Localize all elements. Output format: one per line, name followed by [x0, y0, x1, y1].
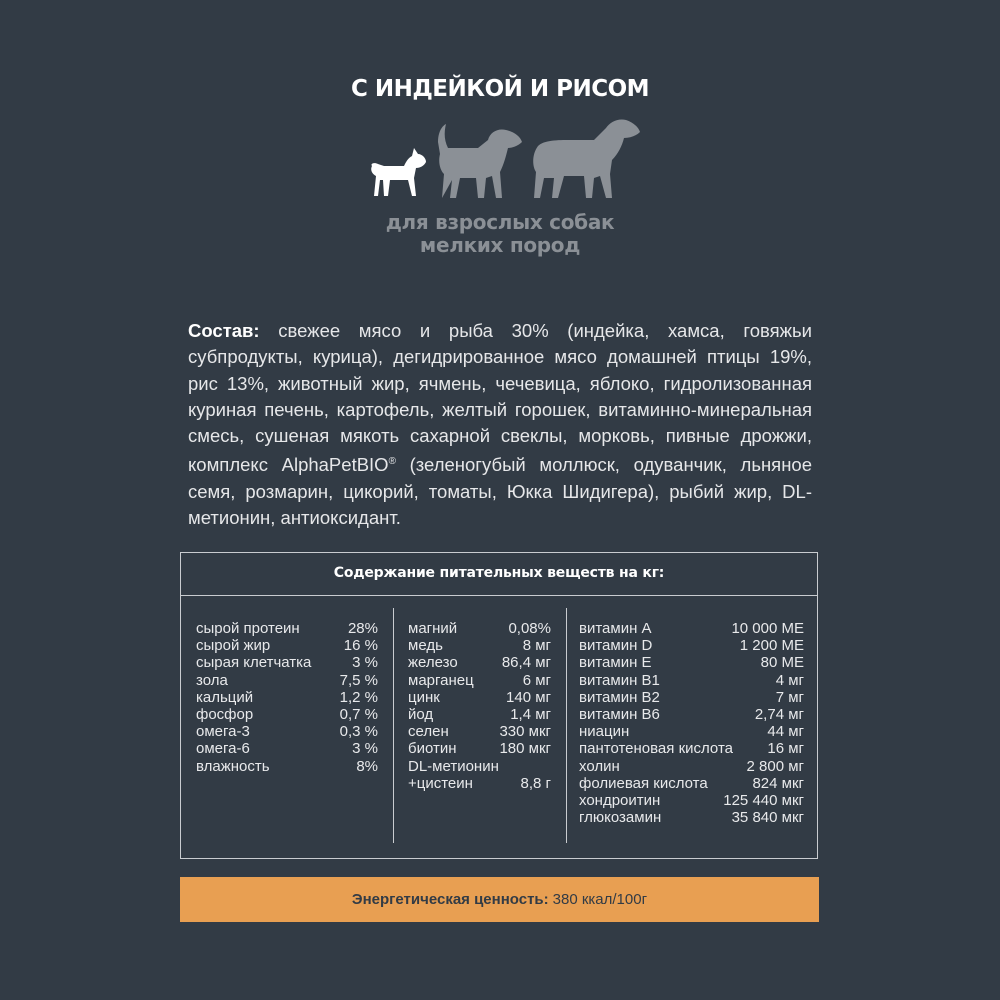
- target-audience: [0, 211, 1000, 257]
- nutrient-row: [579, 654, 804, 671]
- nutrient-name: витамин B1: [579, 671, 660, 689]
- nutrient-row: [579, 809, 804, 826]
- column-divider: [566, 608, 567, 843]
- nutrient-value: 2 800 мг: [746, 757, 804, 775]
- nutrient-name: холин: [579, 757, 620, 775]
- nutrient-row: [408, 775, 551, 792]
- nutrient-name: витамин B2: [579, 688, 660, 706]
- nutrient-name: омега-3: [196, 723, 250, 741]
- nutrients-column-3: [579, 620, 804, 826]
- nutrient-value: 3 %: [352, 740, 378, 758]
- subtitle-line-2: мелких пород: [419, 233, 581, 257]
- nutrient-name: +цистеин: [408, 774, 473, 792]
- energy-label: Энергетическая ценность:: [351, 891, 549, 908]
- nutrient-value: 125 440 мкг: [723, 792, 804, 810]
- nutrient-name: влажность: [196, 757, 270, 775]
- nutrient-row: [408, 706, 551, 723]
- nutrient-name: зола: [196, 671, 228, 689]
- composition-ingredients-end: (зеленогубый моллюск, одуванчик, льняное семя, розмарин, цикорий, томаты, Юкка Шидигера), рыбий жир, DL-метионин, антиоксидант.: [188, 454, 812, 529]
- nutrient-name: йод: [408, 706, 434, 724]
- nutrient-name: глюкозамин: [579, 809, 662, 827]
- nutrient-name: селен: [408, 723, 449, 741]
- nutrient-value: 0,3 %: [339, 723, 378, 741]
- nutrient-row: [196, 672, 378, 689]
- nutrient-name: ниацин: [579, 723, 630, 741]
- nutrient-row: [196, 740, 378, 757]
- nutrients-title: Содержание питательных веществ на кг:: [333, 565, 665, 581]
- nutrient-row: [579, 620, 804, 637]
- nutrient-name: пантотеновая кислота: [579, 740, 733, 758]
- nutrient-name: биотин: [408, 740, 457, 758]
- medium-dog-icon: [438, 124, 522, 198]
- nutrient-name: витамин E: [579, 654, 652, 672]
- nutrient-row: [579, 672, 804, 689]
- nutrient-name: магний: [408, 620, 458, 637]
- nutrient-row: [579, 689, 804, 706]
- nutrient-row: [579, 723, 804, 740]
- nutrient-row: [408, 723, 551, 740]
- nutrients-column-1: [196, 620, 378, 775]
- nutrient-value: 8 мг: [522, 637, 551, 655]
- nutrient-row: [196, 620, 378, 637]
- nutrient-row: [196, 706, 378, 723]
- registered-mark: ®: [388, 456, 396, 468]
- nutrients-table: [180, 552, 818, 859]
- column-divider: [393, 608, 394, 843]
- nutrient-name: марганец: [408, 671, 474, 689]
- nutrient-value: 35 840 мкг: [731, 809, 804, 827]
- composition-text: [188, 318, 812, 532]
- nutrient-name: фосфор: [196, 706, 254, 724]
- nutrients-divider: [181, 595, 817, 596]
- nutrient-row: [196, 723, 378, 740]
- small-dog-icon: [371, 148, 426, 196]
- nutrient-name: сырой жир: [196, 637, 271, 655]
- nutrients-column-2: [408, 620, 551, 792]
- nutrient-value: 28%: [347, 620, 378, 637]
- nutrient-value: 0,7 %: [339, 706, 378, 724]
- nutrient-value: 1,2 %: [339, 688, 378, 706]
- nutrient-value: 16 мг: [767, 740, 804, 758]
- nutrient-value: 180 мкг: [499, 740, 551, 758]
- nutrient-value: 8,8 г: [520, 774, 551, 792]
- nutrient-value: 6 мг: [522, 671, 551, 689]
- nutrient-row: [579, 740, 804, 757]
- nutrient-row: [408, 654, 551, 671]
- composition-ingredients: свежее мясо и рыба 30% (индейка, хамса, говяжьи субпродукты, курица), дегидрированное мясо домашней птицы 19%, рис 13%, животный жир, ячмень, чечевица, яблоко, гидролизованная куриная печень, картофель, желтый горошек, витаминно-минеральная смесь, сушеная мякоть сахарной свеклы, морковь, пивные дрожжи, комплекс AlphaPetBIO: [188, 320, 812, 476]
- nutrient-value: 3 %: [352, 654, 378, 672]
- nutrient-value: 10 000 МЕ: [731, 620, 804, 637]
- nutrient-value: 0,08%: [508, 620, 551, 637]
- nutrient-row: [408, 689, 551, 706]
- nutrient-name: витамин B6: [579, 706, 660, 724]
- nutrient-name: хондроитин: [579, 792, 661, 810]
- nutrient-row: [196, 758, 378, 775]
- nutrient-value: 824 мкг: [752, 774, 804, 792]
- nutrient-value: 330 мкг: [499, 723, 551, 741]
- nutrient-name: витамин А: [579, 620, 652, 637]
- energy-value: 380 ккал/100г: [552, 891, 648, 908]
- nutrient-row: [408, 637, 551, 654]
- nutrient-row: [408, 620, 551, 637]
- nutrient-value: 7,5 %: [339, 671, 378, 689]
- nutrient-name: омега-6: [196, 740, 250, 758]
- nutrient-row: [408, 672, 551, 689]
- nutrient-name: сырой протеин: [196, 620, 300, 637]
- nutrient-value: 8%: [356, 757, 378, 775]
- nutrient-value: 1,4 мг: [510, 706, 551, 724]
- large-dog-icon: [533, 119, 640, 198]
- energy-value-bar: [180, 877, 819, 922]
- nutrient-name: сырая клетчатка: [196, 654, 312, 672]
- nutrient-value: 2,74 мг: [754, 706, 804, 724]
- nutrient-row: [579, 792, 804, 809]
- nutrient-name: кальций: [196, 688, 254, 706]
- nutrient-name: железо: [408, 654, 458, 672]
- nutrient-value: 16 %: [343, 637, 378, 655]
- nutrient-name: DL-метионин: [408, 757, 499, 775]
- nutrient-value: 1 200 МЕ: [739, 637, 804, 655]
- product-title: С ИНДЕЙКОЙ И РИСОМ: [350, 76, 650, 102]
- nutrient-name: витамин D: [579, 637, 653, 655]
- nutrient-value: 44 мг: [767, 723, 804, 741]
- nutrient-row: [196, 637, 378, 654]
- subtitle-line-1: для взрослых собак: [385, 210, 615, 234]
- nutrient-row: [579, 758, 804, 775]
- nutrient-value: 80 МЕ: [760, 654, 804, 672]
- nutrient-name: фолиевая кислота: [579, 774, 708, 792]
- nutrient-name: медь: [408, 637, 443, 655]
- nutrient-row: [196, 689, 378, 706]
- nutrient-name: цинк: [408, 688, 440, 706]
- nutrient-row: [196, 654, 378, 671]
- nutrient-row: [579, 637, 804, 654]
- nutrient-value: 86,4 мг: [501, 654, 551, 672]
- composition-label: Состав:: [188, 320, 260, 341]
- nutrient-row: [408, 740, 551, 757]
- dog-sizes-illustration: [368, 118, 640, 202]
- nutrient-value: 7 мг: [775, 688, 804, 706]
- nutrient-row: [579, 706, 804, 723]
- nutrient-value: 4 мг: [775, 671, 804, 689]
- nutrient-row: [408, 758, 551, 775]
- nutrient-row: [579, 775, 804, 792]
- nutrient-value: 140 мг: [506, 688, 551, 706]
